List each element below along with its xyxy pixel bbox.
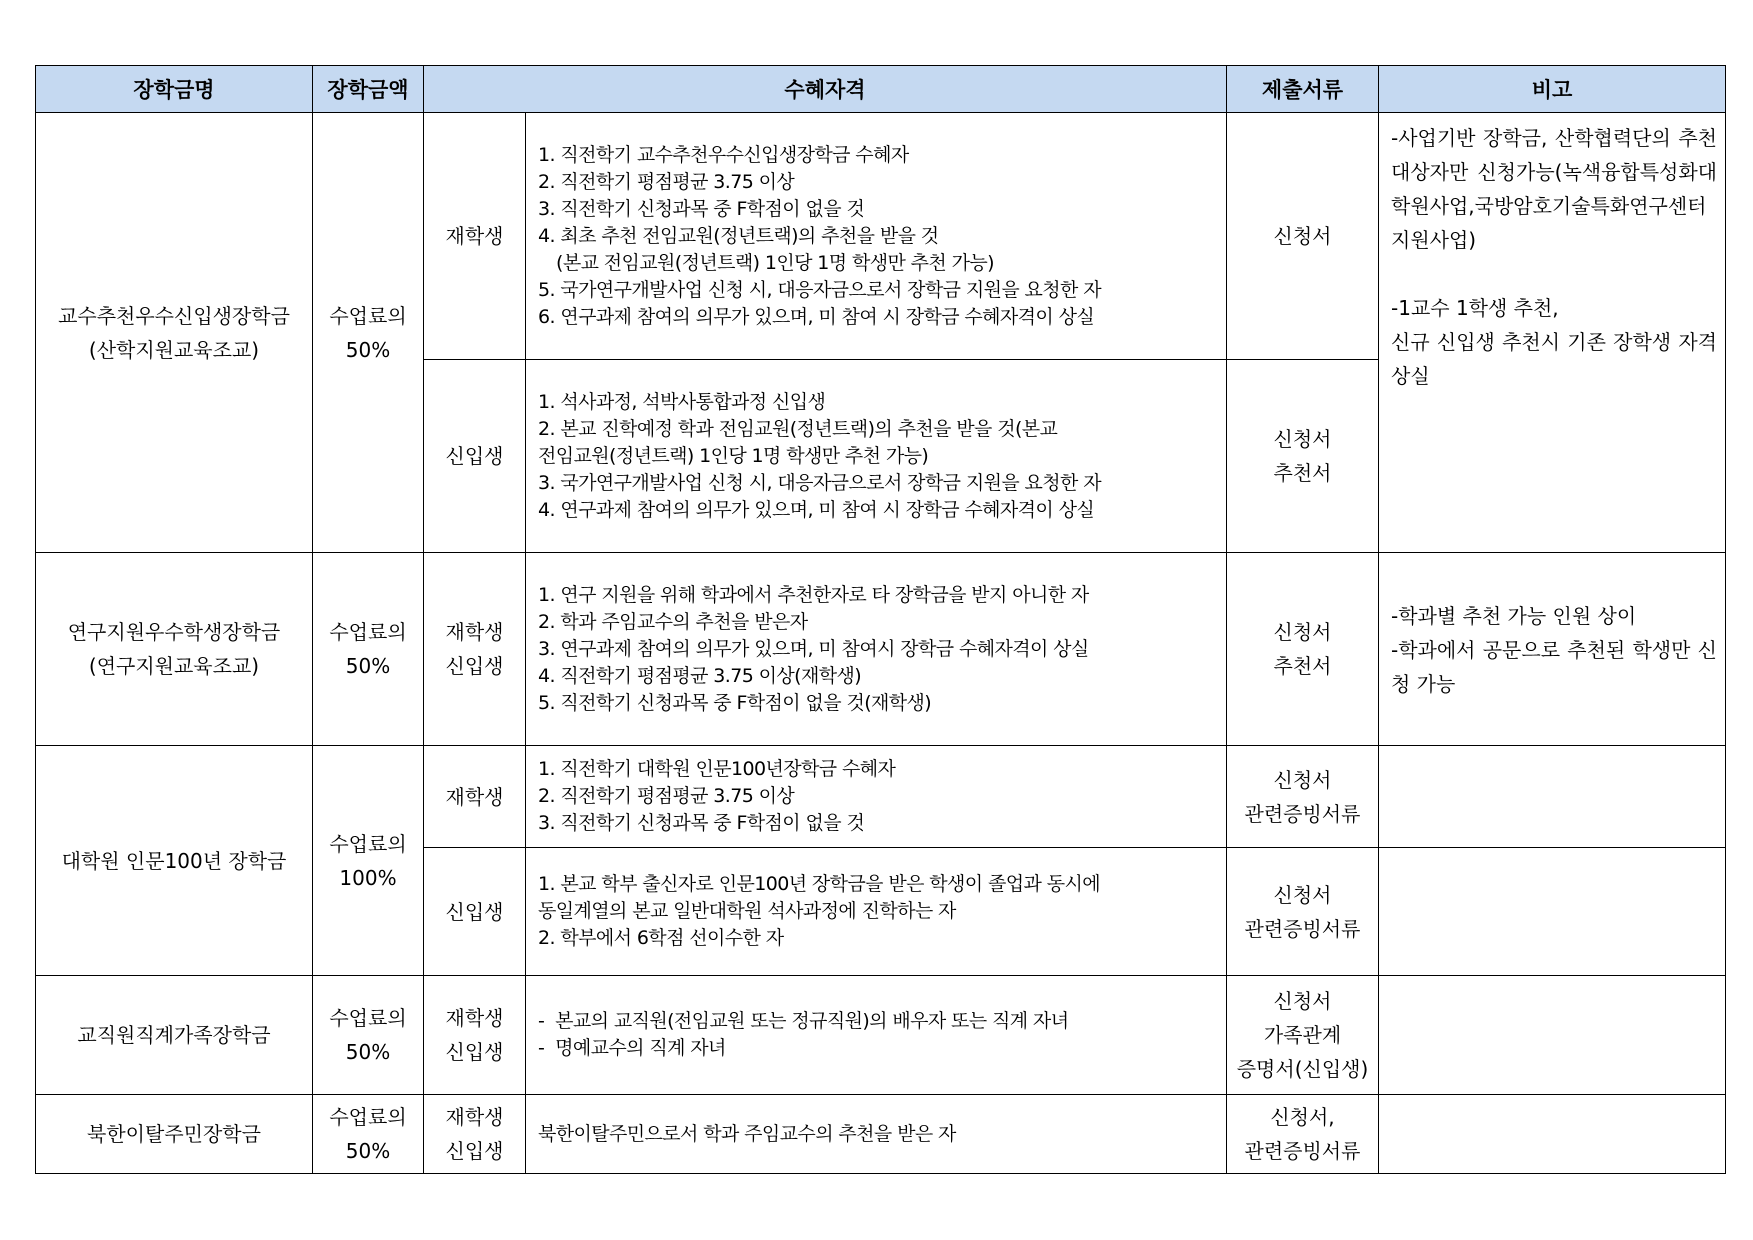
student-type: 신입생: [445, 444, 504, 468]
amount-value: 100%: [339, 865, 397, 890]
qualification-cell: [526, 746, 1227, 848]
qualification-cell: [526, 553, 1227, 746]
document-item: 신청서: [1273, 989, 1332, 1013]
documents-cell: [1227, 976, 1379, 1095]
document-item: 신청서: [1273, 224, 1332, 248]
qualification-line: 6. 연구과제 참여의 의무가 있으며, 미 참여 시 장학금 수혜자격이 상실: [538, 305, 1095, 328]
documents-cell: [1227, 848, 1379, 976]
qualification-cell: [526, 848, 1227, 976]
qualification-line: 4. 연구과제 참여의 의무가 있으며, 미 참여 시 장학금 수혜자격이 상실: [538, 498, 1095, 521]
qualification-line: 2. 직전학기 평점평균 3.75 이상: [538, 785, 795, 807]
document-item: 신청서: [1273, 427, 1332, 451]
table-row: [36, 553, 1726, 746]
scholarship-name: 대학원 인문100년 장학금: [61, 848, 287, 873]
scholarship-amount-cell: [313, 746, 424, 976]
qualification-line: 3. 국가연구개발사업 신청 시, 대응자금으로서 장학금 지원을 요청한 자: [538, 471, 1101, 494]
scholarship-name-cell: [36, 553, 313, 746]
document-item: 신청서: [1273, 882, 1332, 907]
header-row: [36, 66, 1726, 113]
note-cell: [1379, 976, 1726, 1095]
scholarship-amount-cell: [313, 113, 424, 553]
document-item: 신청서,: [1270, 1105, 1335, 1129]
qualification-line: 1. 직전학기 대학원 인문100년장학금 수혜자: [538, 758, 896, 780]
scholarship-name-cell: [36, 1095, 313, 1174]
header-documents: 제출서류: [1227, 66, 1379, 113]
note-cell: [1379, 746, 1726, 848]
qualification-line: 동일계열의 본교 일반대학원 석사과정에 진학하는 자: [538, 900, 956, 922]
student-type: 재학생: [445, 1105, 504, 1129]
scholarship-amount-cell: [313, 1095, 424, 1174]
qualification-cell: [526, 976, 1227, 1095]
document-item: 추천서: [1273, 654, 1332, 678]
scholarship-name: 교직원직계가족장학금: [77, 1023, 271, 1047]
student-type: 재학생: [445, 620, 504, 644]
scholarship-name-cell: [36, 746, 313, 976]
note-cell: [1379, 848, 1726, 976]
student-type: 재학생: [445, 224, 504, 248]
amount-label: 수업료의: [329, 831, 407, 856]
qualification-line: 1. 연구 지원을 위해 학과에서 추천한자로 타 장학금을 받지 아니한 자: [538, 583, 1089, 606]
student-type: 재학생: [445, 1006, 504, 1030]
student-type: 재학생: [445, 784, 504, 809]
document-item: 관련증빙서류: [1244, 916, 1361, 941]
amount-value: 50%: [345, 337, 391, 362]
note-cell: [1379, 113, 1726, 553]
note-line: -사업기반 장학금, 산학협력단의 추천 대상자만 신청가능(녹색융합특성화대학원사업,국방암호기술특화연구센터지원사업): [1391, 126, 1717, 252]
qualification-line: 3. 연구과제 참여의 의무가 있으며, 미 참여시 장학금 수혜자격이 상실: [538, 637, 1089, 660]
amount-label: 수업료의: [329, 620, 407, 644]
header-qualification: 수혜자격: [424, 66, 1227, 113]
qualification-line: - 명예교수의 직계 자녀: [538, 1037, 726, 1059]
document-item: 신청서: [1273, 620, 1332, 644]
document-item: 증명서(신입생): [1236, 1057, 1369, 1081]
scholarship-name: 연구지원우수학생장학금: [67, 620, 281, 644]
qualification-line: - 본교의 교직원(전임교원 또는 정규직원)의 배우자 또는 직계 자녀: [538, 1010, 1069, 1032]
qualification-line: 2. 본교 진학예정 학과 전임교원(정년트랙)의 추천을 받을 것(본교: [538, 417, 1058, 440]
amount-value: 50%: [345, 1139, 391, 1163]
documents-cell: [1227, 1095, 1379, 1174]
student-type-cell: [424, 553, 526, 746]
qualification-line: 3. 직전학기 신청과목 중 F학점이 없을 것: [538, 197, 865, 220]
amount-value: 50%: [345, 1040, 391, 1064]
amount-label: 수업료의: [329, 303, 407, 328]
student-type-cell: [424, 976, 526, 1095]
qualification-line: 5. 국가연구개발사업 신청 시, 대응자금으로서 장학금 지원을 요청한 자: [538, 278, 1101, 301]
scholarship-amount-cell: [313, 553, 424, 746]
document-item: 관련증빙서류: [1244, 1139, 1361, 1163]
scholarship-name-sub: (산학지원교육조교): [88, 337, 260, 362]
note-cell: [1379, 1095, 1726, 1174]
qualification-line: 4. 직전학기 평점평균 3.75 이상(재학생): [538, 664, 862, 687]
qualification-cell: [526, 1095, 1227, 1174]
document-item: 관련증빙서류: [1244, 801, 1361, 826]
note-spacer: [1391, 257, 1717, 291]
documents-cell: [1227, 746, 1379, 848]
qualification-line: 1. 본교 학부 출신자로 인문100년 장학금을 받은 학생이 졸업과 동시에: [538, 873, 1100, 895]
note-line: 신규 신입생 추천시 기존 장학생 자격 상실: [1391, 330, 1717, 388]
scholarship-table: [35, 65, 1726, 1174]
qualification-line: 2. 직전학기 평점평균 3.75 이상: [538, 170, 795, 193]
documents-cell: [1227, 553, 1379, 746]
qualification-line: (본교 전임교원(정년트랙) 1인당 1명 학생만 추천 가능): [556, 251, 994, 274]
table-row: [36, 746, 1726, 848]
qualification-line: 2. 학과 주임교수의 추천을 받은자: [538, 610, 808, 633]
student-type-cell: [424, 1095, 526, 1174]
header-amount: 장학금액: [313, 66, 424, 113]
documents-cell: [1227, 360, 1379, 553]
header-note: 비고: [1379, 66, 1726, 113]
qualification-cell: [526, 113, 1227, 360]
document-item: 가족관계: [1263, 1023, 1342, 1047]
qualification-line: 2. 학부에서 6학점 선이수한 자: [538, 927, 784, 949]
student-type-cell: [424, 113, 526, 360]
qualification-line: 북한이탈주민으로서 학과 주임교수의 추천을 받은 자: [538, 1122, 956, 1145]
student-type-cell: [424, 360, 526, 553]
scholarship-name: 교수추천우수신입생장학금: [58, 303, 290, 328]
scholarship-amount-cell: [313, 976, 424, 1095]
note-cell: [1379, 553, 1726, 746]
note-line: -학과별 추천 가능 인원 상이: [1391, 604, 1637, 628]
table-row: [36, 1095, 1726, 1174]
scholarship-name-sub: (연구지원교육조교): [88, 654, 260, 678]
qualification-cell: [526, 360, 1227, 553]
document-item: 추천서: [1273, 461, 1332, 485]
qualification-line: 1. 직전학기 교수추천우수신입생장학금 수혜자: [538, 143, 909, 166]
table-row: [36, 976, 1726, 1095]
header-name: 장학금명: [36, 66, 313, 113]
amount-label: 수업료의: [329, 1006, 407, 1030]
amount-label: 수업료의: [329, 1105, 407, 1129]
table-row: [36, 113, 1726, 360]
document-item: 신청서: [1273, 767, 1332, 792]
student-type-cell: [424, 746, 526, 848]
qualification-line: 전임교원(정년트랙) 1인당 1명 학생만 추천 가능): [538, 444, 929, 467]
student-type: 신입생: [445, 1040, 504, 1064]
qualification-line: 3. 직전학기 신청과목 중 F학점이 없을 것: [538, 812, 865, 834]
documents-cell: [1227, 113, 1379, 360]
qualification-line: 4. 최초 추천 전임교원(정년트랙)의 추천을 받을 것: [538, 224, 939, 247]
scholarship-name-cell: [36, 976, 313, 1095]
student-type-cell: [424, 848, 526, 976]
qualification-line: 1. 석사과정, 석박사통합과정 신입생: [538, 390, 826, 413]
scholarship-name: 북한이탈주민장학금: [87, 1122, 261, 1146]
student-type: 신입생: [445, 654, 504, 678]
qualification-line: 5. 직전학기 신청과목 중 F학점이 없을 것(재학생): [538, 691, 932, 714]
amount-value: 50%: [345, 654, 391, 678]
student-type: 신입생: [445, 1139, 504, 1163]
scholarship-name-cell: [36, 113, 313, 553]
note-line: -1교수 1학생 추천,: [1391, 296, 1559, 320]
note-line: -학과에서 공문으로 추천된 학생만 신청 가능: [1391, 638, 1717, 696]
student-type: 신입생: [445, 899, 504, 924]
